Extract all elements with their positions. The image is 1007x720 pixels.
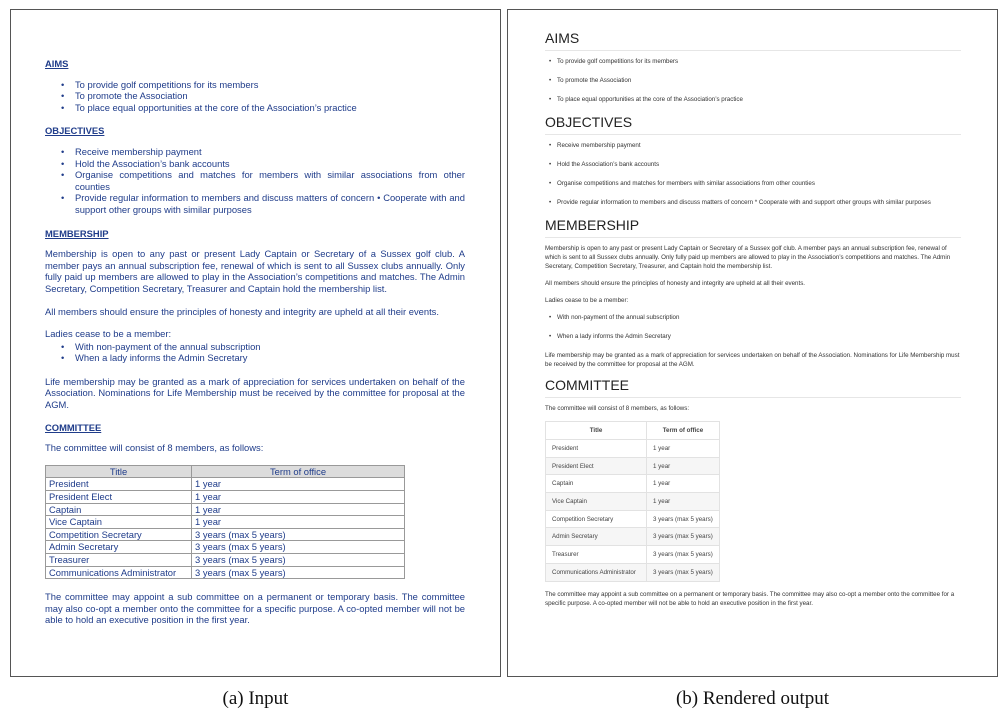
- aims-heading: AIMS: [45, 58, 69, 69]
- list-item: • Provide regular information to members and discuss matters of concern • Cooperate with and support other groups with similar purposes: [45, 192, 465, 215]
- committee-table: [45, 465, 405, 579]
- table-cell: 1 year: [192, 503, 405, 516]
- objectives-list: [545, 141, 961, 207]
- committee-outro: The committee may appoint a sub committee on a permanent or temporary basis. The committee may also co-opt a member onto the committee for a specific purpose. A co-opted member will not be able to hold an executive position in the first year.: [545, 590, 955, 607]
- aims-list: [45, 79, 465, 114]
- table-cell: 3 years (max 5 years): [647, 546, 720, 564]
- committee-heading: COMMITTEE: [45, 421, 102, 433]
- committee-intro: The committee will consist of 8 members, as follows:: [545, 405, 690, 412]
- table-row: [546, 440, 720, 458]
- table-cell: Captain: [546, 475, 647, 493]
- aims-list: [545, 57, 961, 104]
- table-cell: Captain: [46, 503, 192, 516]
- table-row: [546, 493, 720, 511]
- output-panel: [507, 9, 998, 677]
- list-item: • Organise competitions and matches for members with similar associations from other counties: [545, 179, 961, 188]
- committee-heading: COMMITTEE: [545, 377, 961, 398]
- table-header-row: [46, 465, 405, 478]
- table-cell: 1 year: [647, 440, 720, 458]
- membership-heading: MEMBERSHIP: [545, 217, 961, 238]
- objectives-list: [45, 146, 465, 216]
- membership-paragraph: Life membership may be granted as a mark of appreciation for services undertaken on behalf of the Association. Nominations for Life Membership must be received by the committee for proposal at the AGM.: [545, 352, 960, 368]
- cease-intro: Ladies cease to be a member:: [45, 328, 172, 340]
- list-item: • When a lady informs the Admin Secretary: [45, 352, 465, 364]
- list-item: • With non-payment of the annual subscription: [545, 313, 961, 322]
- list-item: • Organise competitions and matches for members with similar associations from other counties: [45, 169, 465, 192]
- table-cell: 3 years (max 5 years): [192, 528, 405, 541]
- table-cell: 3 years (max 5 years): [647, 563, 720, 581]
- table-row: [546, 510, 720, 528]
- committee-intro: The committee will consist of 8 members, as follows:: [45, 442, 264, 454]
- table-cell: 1 year: [192, 491, 405, 504]
- table-header: Title: [546, 422, 647, 440]
- input-panel: [10, 9, 501, 677]
- table-cell: Vice Captain: [46, 516, 192, 529]
- table-row: [46, 528, 405, 541]
- list-item: • To provide golf competitions for its members: [545, 57, 961, 66]
- table-cell: 3 years (max 5 years): [192, 541, 405, 554]
- objectives-heading: OBJECTIVES: [545, 114, 961, 135]
- output-caption: (b) Rendered output: [675, 688, 829, 709]
- table-row: [46, 541, 405, 554]
- table-cell: Admin Secretary: [546, 528, 647, 546]
- membership-paragraph: All members should ensure the principles of honesty and integrity are upheld at all their events.: [545, 280, 806, 287]
- list-item: • With non-payment of the annual subscription: [45, 341, 465, 353]
- table-cell: Communications Administrator: [546, 563, 647, 581]
- table-cell: Treasurer: [546, 546, 647, 564]
- table-cell: Competition Secretary: [46, 528, 192, 541]
- table-header: Term of office: [192, 465, 405, 478]
- membership-paragraph: All members should ensure the principles of honesty and integrity are upheld at all their events.: [45, 305, 439, 317]
- cease-intro: Ladies cease to be a member:: [545, 297, 629, 304]
- table-row: [46, 554, 405, 567]
- table-row: [546, 528, 720, 546]
- rendered-document: [545, 30, 961, 616]
- cease-list: [45, 341, 465, 364]
- table-row: [546, 475, 720, 493]
- table-cell: President: [46, 478, 192, 491]
- table-cell: 3 years (max 5 years): [647, 510, 720, 528]
- table-cell: Competition Secretary: [546, 510, 647, 528]
- list-item: • Receive membership payment: [545, 141, 961, 150]
- table-cell: 1 year: [647, 475, 720, 493]
- table-row: [46, 516, 405, 529]
- table-cell: 3 years (max 5 years): [647, 528, 720, 546]
- list-item: • Receive membership payment: [45, 146, 465, 158]
- table-cell: 1 year: [647, 457, 720, 475]
- table-row: [46, 491, 405, 504]
- input-document: [45, 56, 465, 637]
- aims-heading: AIMS: [545, 30, 961, 51]
- table-cell: 1 year: [192, 478, 405, 491]
- membership-heading: MEMBERSHIP: [45, 227, 109, 239]
- table-cell: President: [546, 440, 647, 458]
- table-row: [46, 478, 405, 491]
- table-header-row: [546, 422, 720, 440]
- membership-paragraph: Life membership may be granted as a mark of appreciation for services undertaken on behalf of the Association. Nominations for Life Membership must be received by the committee for proposal at the AGM.: [45, 375, 465, 411]
- list-item: • To place equal opportunities at the core of the Association’s practice: [545, 95, 961, 104]
- table-row: [46, 566, 405, 579]
- table-cell: 1 year: [192, 516, 405, 529]
- list-item: • To place equal opportunities at the core of the Association’s practice: [45, 102, 465, 114]
- committee-outro: The committee may appoint a sub committee on a permanent or temporary basis. The committee may also co-opt a member onto the committee for a specific purpose. A co-opted member will not be able to hold an executive position in the first year.: [45, 591, 465, 626]
- objectives-heading: OBJECTIVES: [45, 125, 105, 137]
- table-row: [546, 563, 720, 581]
- cease-list: [545, 313, 961, 341]
- input-caption: (a) Input: [222, 688, 289, 709]
- list-item: • Hold the Association’s bank accounts: [45, 158, 465, 170]
- table-cell: Communications Administrator: [46, 566, 192, 579]
- list-item: • To promote the Association: [545, 76, 961, 85]
- table-cell: President Elect: [546, 457, 647, 475]
- table-cell: Admin Secretary: [46, 541, 192, 554]
- table-header: Title: [46, 465, 192, 478]
- list-item: • When a lady informs the Admin Secretary: [545, 332, 961, 341]
- membership-paragraph: Membership is open to any past or present Lady Captain or Secretary of a Sussex golf club. A member pays an annual subscription fee, renewal of which is sent to all Sussex clubs annually. Only fully paid up members are allowed to play in the Association’s competitions and matches. The Admin Secretary, Competition Secretary, Treasurer and Captain hold the membership list.: [45, 248, 465, 294]
- list-item: • Provide regular information to members and discuss matters of concern * Cooperate with and support other groups with similar purposes: [545, 198, 961, 207]
- table-row: [546, 457, 720, 475]
- table-row: [46, 503, 405, 516]
- table-cell: 3 years (max 5 years): [192, 566, 405, 579]
- table-row: [546, 546, 720, 564]
- table-cell: President Elect: [46, 491, 192, 504]
- list-item: • To promote the Association: [45, 90, 465, 102]
- committee-table: [545, 421, 720, 582]
- membership-paragraph: Membership is open to any past or present Lady Captain or Secretary of a Sussex golf club. A member pays an annual subscription fee, renewal of which is sent to all Sussex clubs annually. Only fully paid up members are allowed to play in the Association’s competitions and matches. The Admin Secretary, Competition Secretary, Treasurer, and Captain hold the membership list.: [545, 245, 951, 270]
- list-item: • Hold the Association’s bank accounts: [545, 160, 961, 169]
- table-cell: 3 years (max 5 years): [192, 554, 405, 567]
- table-cell: Vice Captain: [546, 493, 647, 511]
- table-header: Term of office: [647, 422, 720, 440]
- table-cell: Treasurer: [46, 554, 192, 567]
- table-cell: 1 year: [647, 493, 720, 511]
- list-item: • To provide golf competitions for its members: [45, 79, 465, 91]
